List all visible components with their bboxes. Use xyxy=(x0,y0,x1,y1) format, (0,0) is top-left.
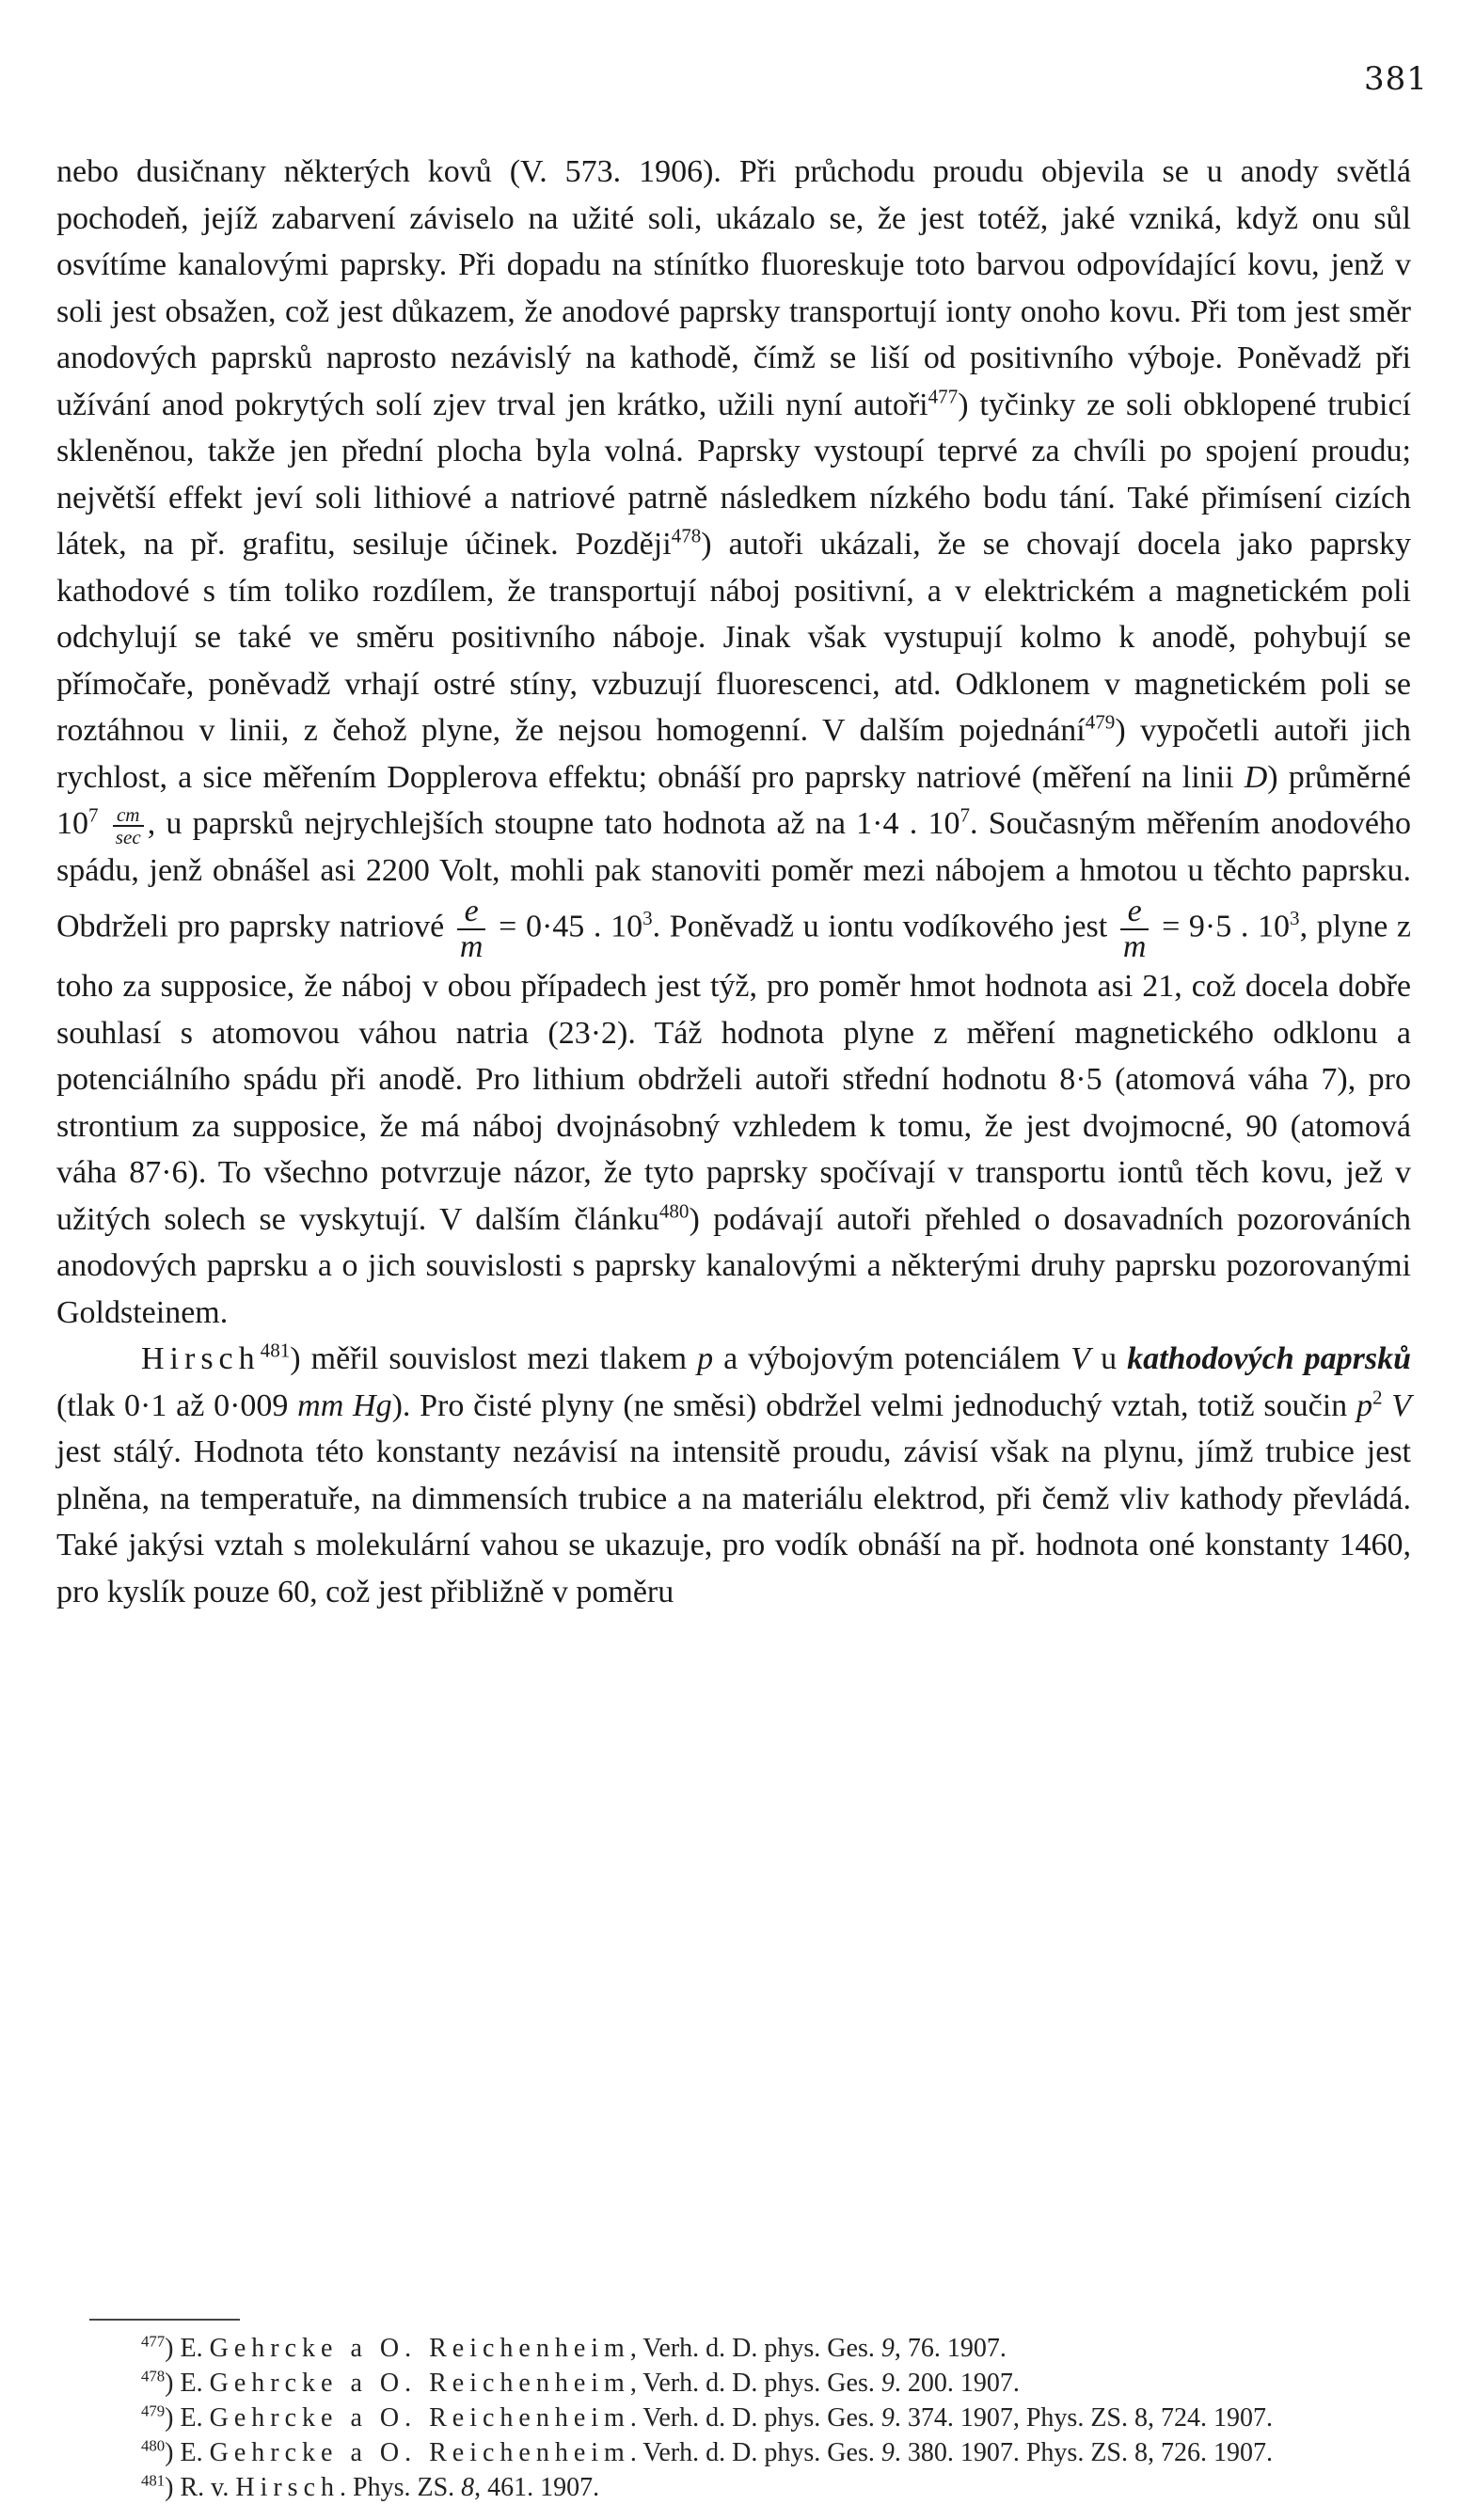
footnote-ref-477[interactable]: 477 xyxy=(928,385,959,408)
footnote-ref-481[interactable]: 481 xyxy=(260,1339,291,1362)
footnote-481: $^{481}$) R. v. Hirsch. Phys. ZS. 8, 461. 1907. xyxy=(141,2471,600,2502)
ratio-e-m-hydrogen: $\frac{e}{m}$ xyxy=(1120,895,1150,963)
footnote-ref-480[interactable]: 480 xyxy=(658,1199,690,1223)
footnote-ref-478[interactable]: 478 xyxy=(671,524,702,547)
body-text xyxy=(56,149,1411,1615)
footnote-ref-479[interactable]: 479 xyxy=(1085,710,1116,734)
footnote-479: $^{479}$) E. Gehrcke a O. Reichenheim. Verh. d. D. phys. Ges. 9. 374. 1907, Phys. ZS. 8, 724. 1907. xyxy=(141,2401,1273,2433)
unit-cm-per-sec: $\frac{cm}{\sec}$ xyxy=(113,804,144,848)
paragraph-hirsch: Hirsch$^{481}$) měřil souvislost mezi tlakem p a výbojovým potenciálem V u kathodových paprsků (tlak 0·1 až 0·009 mm Hg). Pro čisté plyny (ne směsi) obdržel velmi jednoduchý vztah, totiž součin $p^2$ V jest stálý. Hodnota této konstanty nezávisí na intensitě proudu, závisí však na plynu, jímž trubice jest plněna, na temperatuře, na dimmensích trubice a na materiálu elektrod, při čemž vliv kathody převládá. Také jakýsi vztah s molekulární vahou se ukazuje, pro vodík obnáší na př. hodnota oné konstanty 1460, pro kyslík pouze 60, což jest přibližně v poměru xyxy=(56,1339,1412,1609)
footnote-divider xyxy=(89,2319,240,2321)
page-number: 381 xyxy=(1364,60,1428,98)
footnote-480: $^{480}$) E. Gehrcke a O. Reichenheim. Verh. d. D. phys. Ges. 9. 380. 1907. Phys. ZS. 8, 726. 1907. xyxy=(141,2436,1273,2467)
paragraph-anode-rays: nebo dusičnany některých kovů (V. 573. 1906). Při průchodu proudu objevila se u anody světlá pochodeň, jejíž zabarvení záviselo na užité soli, ukázalo se, že jest totéž, jaké vzniká, když onu sůl osvítíme kanalovými paprsky. Při dopadu na stínítko fluoreskuje toto barvou odpovídající kovu, jenž v soli jest obsažen, což jest důkazem, že anodové paprsky transportují ionty onoho kovu. Při tom jest směr anodových paprsků naprosto nezávislý na kathodě, čímž se liší od positivního výboje. Poněvadž při užívání anod pokrytých solí zjev trval jen krátko, užili nyní autoři$^{477}$) tyčinky ze soli obklopené trubicí skleněnou, takže jen přední plocha byla volná. Paprsky vystoupí teprvé za chvíli po spojení proudu; největší effekt jeví soli lithiové a natriové patrně následkem nízkého bodu tání. Také přimísení cizích látek, na př. grafitu, sesiluje účinek. Později$^{478}$) autoři ukázali, že se chovají docela jako paprsky kathodové s tím toliko rozdílem, že transportují náboj positivní, a v elektrickém a magnetickém poli odchylují se také ve směru positivního náboje. Jinak však vystupují kolmo k anodě, pohybují se přímočaře, poněvadž vrhají ostré stíny, vzbuzují fluorescenci, atd. Odklonem v magnetickém poli se roztáhnou v linii, z čehož plyne, že nejsou homogenní. V dalším pojednání$^{479}$) vypočetli autoři jich rychlost, a sice měřením Dopplerova effektu; obnáší pro paprsky natriové (měření na linii D) průměrné $10^7$ $\frac{cm}{\sec}$ , u paprsků nejrychlejších stoupne tato hodnota až na 1·4 . $10^7$. Současným měřením anodového spádu, jenž obnášel asi 2200 Volt, mohli pak stanoviti poměr mezi nábojem a hmotou u těchto paprsku. Obdrželi pro paprsky natriové $\frac{e}{m}$ = 0·45 . $10^3$. Poněvadž u iontu vodíkového jest $\frac{e}{m}$ = 9·5 . $10^3$, plyne z toho za supposice, že náboj v obou případech jest týž, pro poměr hmot hodnota asi 21, což docela dobře souhlasí s atomovou váhou natria (23·2). Táž hodnota plyne z měření magnetického odklonu a potenciálního spádu při anodě. Pro lithium obdrželi autoři střední hodnotu 8·5 (atomová váha 7), pro strontium za supposice, že má náboj dvojnásobný vzhledem k tomu, že jest dvojmocné, 90 (atomová váha 87·6). To všechno potvrzuje názor, že tyto paprsky spočívají v transportu iontů těch kovu, jež v užitých solech se vyskytují. V dalším článku$^{480}$) podávají autoři přehled o dosavadních pozorováních anodových paprsku a o jich souvislosti s paprsky kanalovými a některými druhy paprsku pozorovanými Goldsteinem. xyxy=(56,154,1412,1330)
footnote-478: $^{478}$) E. Gehrcke a O. Reichenheim, Verh. d. D. phys. Ges. 9. 200. 1907. xyxy=(141,2367,1020,2398)
footnote-477: $^{477}$) E. Gehrcke a O. Reichenheim, Verh. d. D. phys. Ges. 9, 76. 1907. xyxy=(141,2332,1007,2363)
ratio-e-m: $\frac{e}{m}$ xyxy=(457,895,486,963)
footnotes xyxy=(56,2331,1411,2505)
